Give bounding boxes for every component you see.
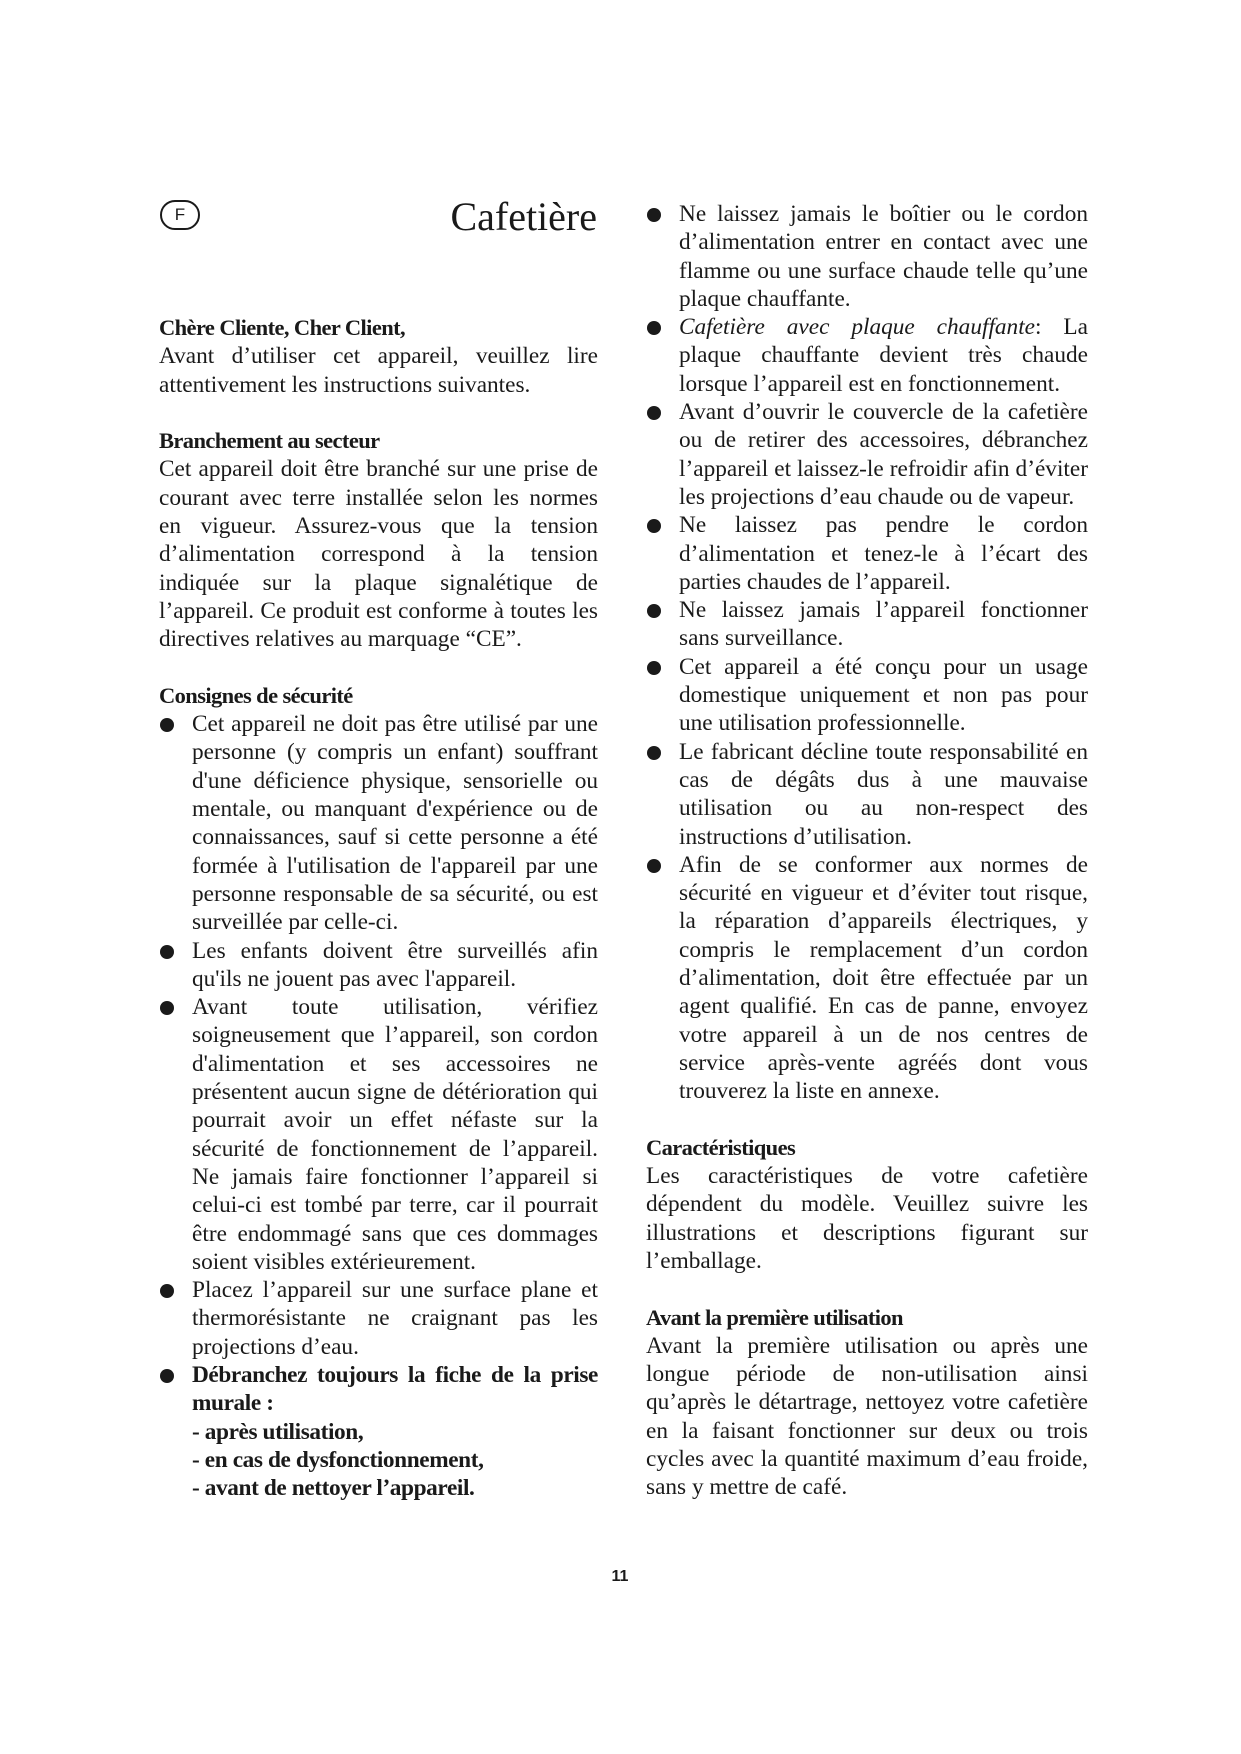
power-connection-paragraph: Cet appareil doit être branché sur une prise de courant avec terre installée selon les normes en vigueur. Assurez-vous que la tension d’alimentation correspond à la tension indiquée sur la plaque signalétique de l’appareil. Ce produit est conforme à toutes les directives relatives au marquage “CE”. — [159, 456, 598, 653]
features-heading: Caractéristiques — [646, 1134, 796, 1160]
intro-paragraph: Avant d’utiliser cet appareil, veuillez lire attentivement les instructions suivantes. — [159, 343, 598, 398]
first-use-paragraph: Avant la première utilisation ou après une longue période de non-utilisation ainsi qu’après le détartrage, nettoyez votre cafetière en la faisant fonctionner sur deux ou trois cycles avec la quantité maximum d’eau froide, sans y mettre de café. — [646, 1332, 1088, 1501]
unplug-subitem: - en cas de dysfonctionnement, — [192, 1446, 484, 1473]
page-title: Cafetière — [450, 194, 597, 239]
first-use-heading: Avant la première utilisation — [646, 1304, 903, 1330]
power-connection-heading: Branchement au secteur — [159, 428, 380, 454]
safety-list-continued — [646, 200, 1088, 1106]
page-number: 11 — [611, 1568, 629, 1585]
greeting-heading: Chère Cliente, Cher Client, — [159, 315, 406, 340]
hotplate-label: Cafetière avec plaque chauffante — [679, 314, 1036, 341]
safety-item: Afin de se conformer aux normes de sécurité en vigueur et d’éviter tout risque, la réparation d’appareils électriques, y compris le remplacement d’un cordon d’alimentation, doit être effectuée par un agent qualifié. En cas de panne, envoyez votre appareil à un de nos centres de service après-vente agréés dont vous trouverez la liste en annexe. — [646, 851, 1088, 1106]
features-paragraph: Les caractéristiques de votre cafetière dépendent du modèle. Veuillez suivre les illustrations et descriptions figurant sur l’emballage. — [646, 1163, 1088, 1274]
safety-item: Les enfants doivent être surveillés afin qu'ils ne jouent pas avec l'appareil. — [159, 937, 598, 994]
unplug-sublist — [192, 1418, 598, 1503]
safety-heading: Consignes de sécurité — [159, 682, 353, 708]
hotplate-text: : La plaque chauffante devient très chaude lorsque l’appareil est en fonctionnement. — [679, 314, 1089, 397]
unplug-subitem: - avant de nettoyer l’appareil. — [192, 1475, 475, 1502]
safety-item: Ne laissez pas pendre le cordon d’alimentation et tenez-le à l’écart des parties chaudes de l’appareil. — [646, 511, 1088, 596]
safety-item: Ne laissez jamais l’appareil fonctionner sans surveillance. — [646, 596, 1088, 653]
safety-item: Avant d’ouvrir le couvercle de la cafetière ou de retirer des accessoires, débranchez l’appareil et laissez-le refroidir afin d’éviter les projections d’eau chaude ou de vapeur. — [646, 398, 1088, 511]
safety-item: Avant toute utilisation, vérifiez soigneusement que l’appareil, son cordon d'alimentation et ses accessoires ne présentent aucun signe de détérioration qui pourrait avoir un effet néfaste sur la sécurité de fonctionnement de l’appareil. Ne jamais faire fonctionner l’appareil si celui-ci est tombé par terre, car il pourrait être endommagé sans que ces dommages soient visibles extérieurement. — [159, 993, 598, 1276]
safety-list — [159, 710, 598, 1502]
safety-item: Ne laissez jamais le boîtier ou le cordon d’alimentation entrer en contact avec une flamme ou une surface chaude telle qu’une plaque chauffante. — [646, 200, 1088, 313]
left-column — [159, 314, 598, 1502]
safety-item-hotplate — [646, 313, 1088, 398]
safety-item: Cet appareil a été conçu pour un usage domestique uniquement et non pas pour une utilisation professionnelle. — [646, 653, 1088, 738]
unplug-subitem: - après utilisation, — [192, 1418, 364, 1445]
unplug-intro: Débranchez toujours la fiche de la prise murale : — [192, 1361, 598, 1417]
safety-item: Cet appareil ne doit pas être utilisé par une personne (y compris un enfant) souffrant d'une déficience physique, sensorielle ou mentale, ou manquant d'expérience ou de connaissances, sauf si cette personne a été formée à l'utilisation de l'appareil par une personne responsable de sa sécurité, ou est surveillée par celle-ci. — [159, 710, 598, 936]
unplug-item — [159, 1361, 598, 1502]
safety-item: Le fabricant décline toute responsabilité en cas de dégâts dus à une mauvaise utilisation ou au non-respect des instructions d’utilisation. — [646, 738, 1088, 851]
right-column — [646, 200, 1088, 1502]
language-badge: F — [160, 200, 200, 230]
safety-item: Placez l’appareil sur une surface plane et thermorésistante ne craignant pas les projections d’eau. — [159, 1276, 598, 1361]
